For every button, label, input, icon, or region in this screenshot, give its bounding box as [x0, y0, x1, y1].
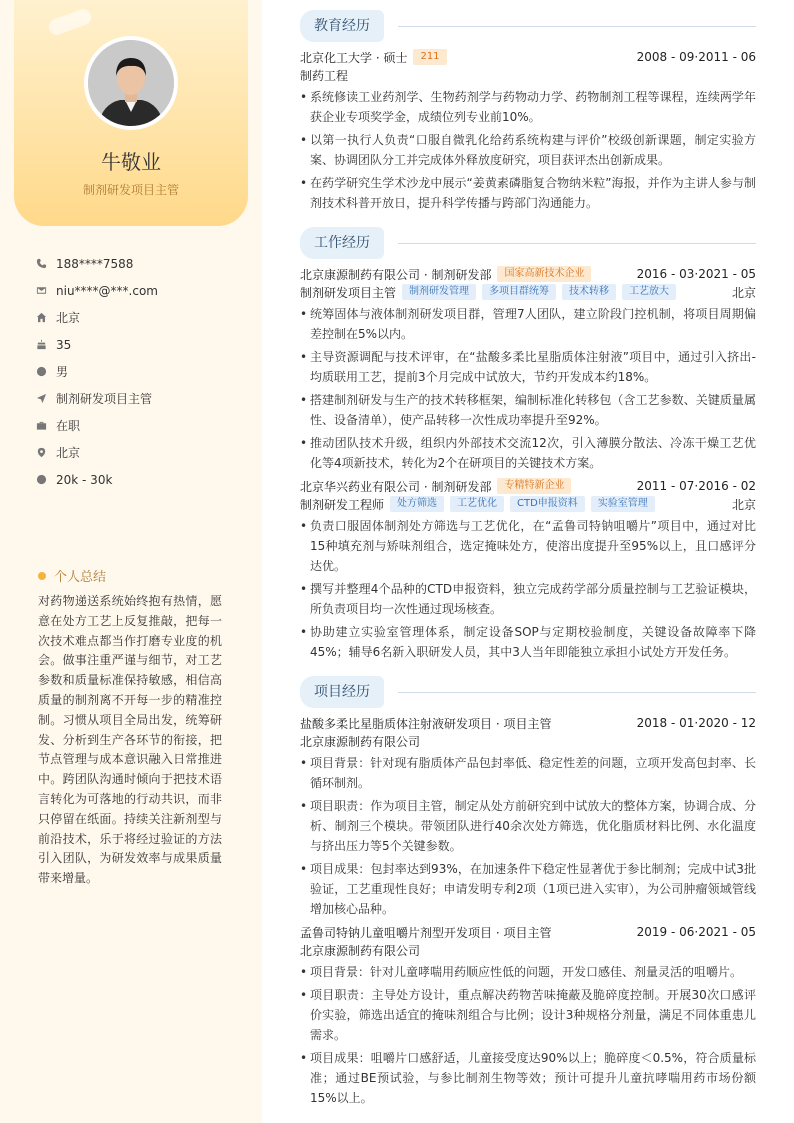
phone-icon — [36, 258, 56, 269]
list-item: • 统筹固体与液体制剂研发项目群，管理7人团队，建立阶段门控机制，将项目周期偏差控制在5%以内。 — [300, 304, 756, 344]
list-item: • 系统修读工业药剂学、生物药剂学与药物动力学、药物制剂工程等课程，连续两学年获企业专项奖学金，成绩位列专业前10%。 — [300, 87, 756, 127]
profile-name: 牛敬业 — [101, 150, 161, 174]
education-major: 制药工程 — [300, 68, 349, 83]
info-position-text: 制剂研发项目主管 — [56, 392, 153, 406]
info-salary — [36, 466, 246, 493]
list-item: • 搭建制剂研发与生产的技术转移框架，编制标准化转移包（含工艺参数、关键质量属性、设备清单），使产品转移一次性成功率提升至92%。 — [300, 390, 756, 430]
home-icon — [36, 312, 56, 323]
mail-icon — [36, 285, 56, 296]
info-age — [36, 331, 246, 358]
list-item: • 项目职责：作为项目主管，制定从处方前研究到中试放大的整体方案，协调合成、分析、制剂三个模块。带领团队进行40余次处方筛选，优化脂质材料比例、水化温度与挤出压力等5个关键参数。 — [300, 796, 756, 856]
salary-icon — [36, 474, 56, 485]
project-2-org: 北京康源制药有限公司 — [300, 943, 421, 958]
job-2-period: 2011 - 07·2016 - 02 — [636, 479, 756, 493]
info-home — [36, 304, 246, 331]
project-1-bullets — [300, 753, 756, 919]
list-item: • 项目成果：咀嚼片口感舒适，儿童接受度达90%以上；脆碎度＜0.5%，符合质量标准；通过BE预试验，与参比制剂生物等效；预计可提升儿童抗哮喘用药市场份额15%以上。 — [300, 1048, 756, 1108]
info-location-text: 北京 — [56, 446, 81, 460]
project-1-period: 2018 - 01·2020 - 12 — [636, 716, 756, 730]
summary-dot-icon — [38, 572, 46, 580]
projects-heading: 项目经历 — [300, 676, 384, 708]
project-1-org-row — [300, 732, 756, 750]
info-gender — [36, 358, 246, 385]
job-2-tag: CTD申报资料 — [510, 496, 585, 512]
sidebar — [0, 0, 262, 1123]
education-major-row — [300, 66, 756, 84]
main-content — [300, 10, 756, 1108]
info-phone-text: 188****7588 — [56, 256, 134, 271]
project-1-header — [300, 714, 756, 732]
job-2-tag: 实验室管理 — [591, 496, 655, 512]
project-1-name: 盐酸多柔比星脂质体注射液研发项目 · 项目主管 — [300, 716, 552, 731]
job-1-tag: 制剂研发管理 — [402, 284, 476, 300]
project-2-header — [300, 923, 756, 941]
job-2-tag: 工艺优化 — [450, 496, 504, 512]
education-section-header — [300, 10, 756, 42]
info-age-text: 35 — [56, 337, 72, 352]
education-bullets — [300, 87, 756, 213]
list-item: • 负责口服固体制剂处方筛选与工艺优化，在“孟鲁司特钠咀嚼片”项目中，通过对比15种填充剂与矫味剂组合，选定掩味处方，使溶出度提升至95%以上，且口感评分达优。 — [300, 516, 756, 576]
project-2-period: 2019 - 06·2021 - 05 — [636, 925, 756, 939]
section-divider — [398, 243, 756, 244]
person-portrait-icon — [88, 40, 174, 126]
job-1-bullets — [300, 304, 756, 473]
project-1-org: 北京康源制药有限公司 — [300, 734, 421, 749]
job-1-header — [300, 265, 756, 283]
job-1-role-row — [300, 283, 756, 301]
info-email-text: niu****@***.com — [56, 283, 158, 298]
summary-heading-text: 个人总结 — [54, 570, 107, 585]
job-1-role: 制剂研发项目主管 — [300, 285, 397, 300]
list-item: • 项目职责：主导处方设计，重点解决药物苦味掩蔽及脆碎度控制。开展30次口感评价实验，筛选出适宜的掩味剂组合与比例；设计3种规格分剂量，满足不同体重患儿需求。 — [300, 985, 756, 1045]
gender-icon — [36, 366, 56, 377]
list-item: • 推动团队技术升级，组织内外部技术交流12次，引入薄膜分散法、冷冻干燥工艺优化等4项新技术，转化为2个在研项目的关键技术方案。 — [300, 433, 756, 473]
list-item: • 撰写并整理4个品种的CTD申报资料，独立完成药学部分质量控制与工艺验证模块，所负责项目均一次性通过现场核查。 — [300, 579, 756, 619]
info-status — [36, 412, 246, 439]
education-school: 北京化工大学 · 硕士 — [300, 50, 408, 65]
project-2-org-row — [300, 941, 756, 959]
job-2-header — [300, 477, 756, 495]
list-item: • 项目背景：针对儿童哮喘用药顺应性低的问题，开发口感佳、剂量灵活的咀嚼片。 — [300, 962, 756, 982]
info-salary-text: 20k - 30k — [56, 472, 113, 487]
project-2-name: 孟鲁司特钠儿童咀嚼片剂型开发项目 · 项目主管 — [300, 925, 552, 940]
briefcase-icon — [36, 420, 56, 431]
projects-section-header — [300, 676, 756, 708]
decorative-shape — [47, 7, 94, 37]
job-2-company: 北京华兴药业有限公司 · 制剂研发部 — [300, 479, 492, 494]
list-item: • 在药学研究生学术沙龙中展示“姜黄素磷脂复合物纳米粒”海报，并作为主讲人参与制剂技术科普开放日，提升科学传播与跨部门沟通能力。 — [300, 173, 756, 213]
list-item: • 主导资源调配与技术评审，在“盐酸多柔比星脂质体注射液”项目中，通过引入挤出-均质联用工艺，提前3个月完成中试放大，节约开发成本约18%。 — [300, 347, 756, 387]
work-heading: 工作经历 — [300, 227, 384, 259]
job-1-company: 北京康源制药有限公司 · 制剂研发部 — [300, 267, 492, 282]
location-pin-icon — [36, 447, 56, 458]
job-1-tag: 多项目群统筹 — [482, 284, 556, 300]
education-period: 2008 - 09·2011 - 06 — [636, 50, 756, 64]
section-divider — [398, 26, 756, 27]
job-1-city: 北京 — [731, 285, 756, 300]
job-1-badge: 国家高新技术企业 — [497, 266, 591, 282]
avatar-photo — [88, 40, 174, 126]
profile-card — [14, 0, 248, 226]
summary-text: 对药物递送系统始终抱有热情，愿意在处方工艺上反复推敲，把每一次技术难点都当作打磨专业度的机会。做事注重严谨与细节，对工艺参数和质量标准保持敏感，相信高质量的制剂离不开每一步的精准控制。习惯从项目全局出发，统筹研发、分析到生产各环节的衔接，把节点管理与成本意识融入日常推进中。跨团队沟通时倾向于把技术语言转化为可落地的行动共识，而非只停留在纸面。持续关注新剂型与前沿技术，乐于将经过验证的方法引入团队，为研发效率与成果质量带来增量。 — [38, 594, 222, 886]
job-2-tag: 处方筛选 — [390, 496, 444, 512]
profile-title: 制剂研发项目主管 — [82, 183, 179, 197]
job-2-bullets — [300, 516, 756, 662]
list-item: • 项目成果：包封率达到93%，在加速条件下稳定性显著优于参比制剂；完成中试3批验证，工艺重现性良好；申请发明专利2项（1项已进入实审），为公司肿瘤领域管线增加核心品种。 — [300, 859, 756, 919]
info-email — [36, 277, 246, 304]
job-2-role: 制剂研发工程师 — [300, 497, 385, 512]
list-item: • 以第一执行人负责“口服自微乳化给药系统构建与评价”校级创新课题，制定实验方案、协调团队分工并完成体外释放度研究，项目获评杰出创新成果。 — [300, 130, 756, 170]
education-entry-header — [300, 48, 756, 66]
project-2-bullets — [300, 962, 756, 1108]
info-status-text: 在职 — [56, 419, 81, 433]
contact-info-list — [36, 250, 246, 493]
job-1-period: 2016 - 03·2021 - 05 — [636, 267, 756, 281]
job-1-tag: 工艺放大 — [622, 284, 676, 300]
info-gender-text: 男 — [56, 365, 69, 379]
summary-heading — [38, 566, 106, 585]
work-section-header — [300, 227, 756, 259]
info-location — [36, 439, 246, 466]
list-item: • 协助建立实验室管理体系，制定设备SOP与定期校验制度，关键设备故障率下降45%；辅导6名新入职研发人员，其中3人当年即能独立承担小试处方开发任务。 — [300, 622, 756, 662]
info-position — [36, 385, 246, 412]
job-1-tag: 技术转移 — [562, 284, 616, 300]
info-phone — [36, 250, 246, 277]
list-item: • 项目背景：针对现有脂质体产品包封率低、稳定性差的问题，立项开发高包封率、长循环制剂。 — [300, 753, 756, 793]
section-divider — [398, 692, 756, 693]
job-2-badge: 专精特新企业 — [497, 478, 571, 494]
job-2-city: 北京 — [731, 497, 756, 512]
send-icon — [36, 393, 56, 404]
avatar — [84, 36, 178, 130]
cake-icon — [36, 339, 56, 350]
job-2-role-row — [300, 495, 756, 513]
education-heading: 教育经历 — [300, 10, 384, 42]
info-home-text: 北京 — [56, 311, 81, 325]
education-badge: 211 — [413, 49, 446, 65]
